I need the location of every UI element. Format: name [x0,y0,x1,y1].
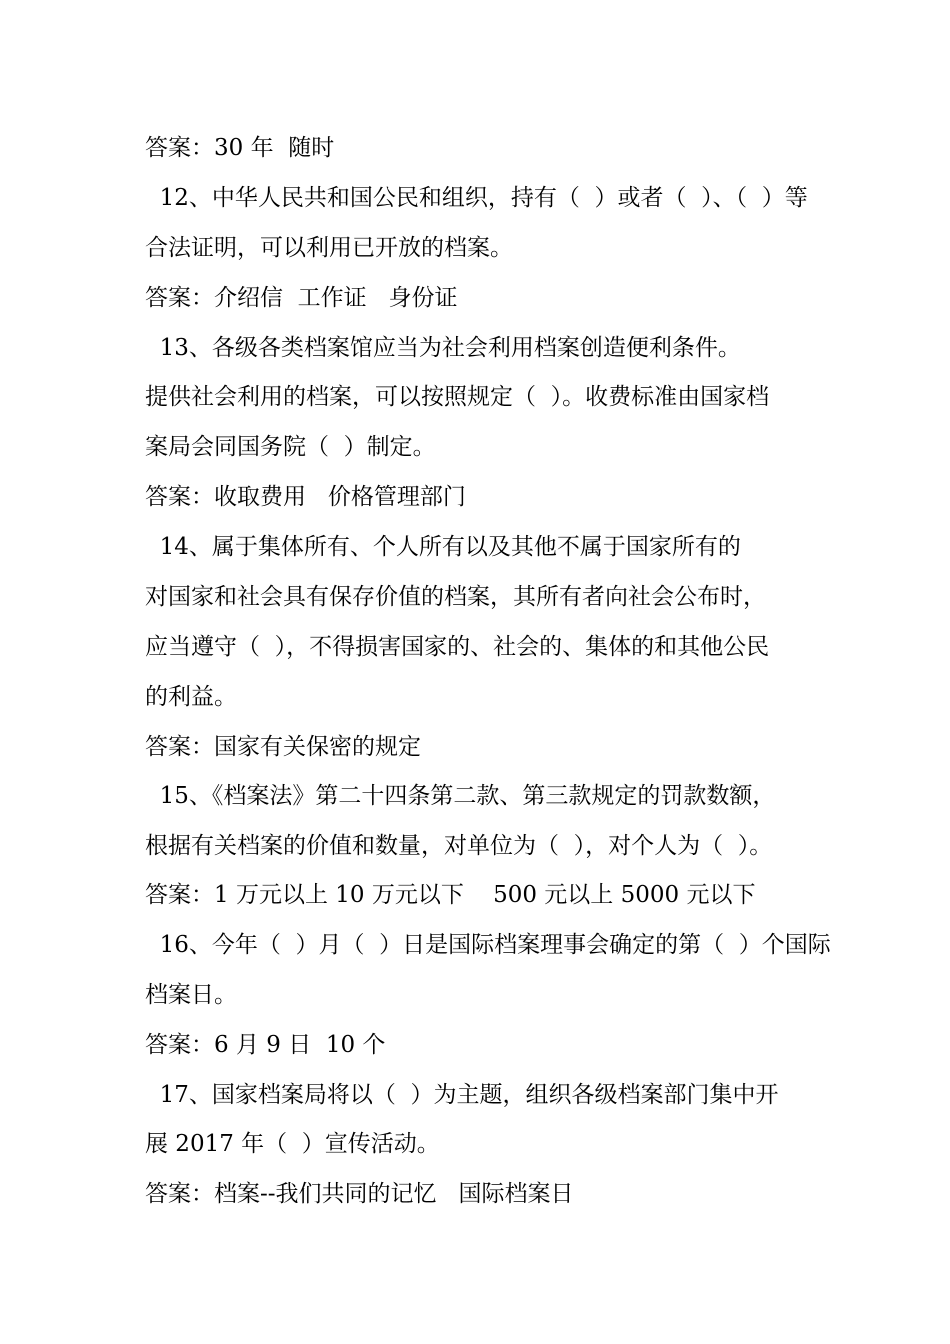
question-15-line-2: 根据有关档案的价值和数量，对单位为（ ），对个人为（ ）。 [145,833,773,859]
question-13-line-1: 13、各级各类档案馆应当为社会利用档案创造便利条件。 [145,335,741,361]
question-12-line-2: 合法证明，可以利用已开放的档案。 [145,235,513,261]
question-13-line-3: 案局会同国务院（ ）制定。 [145,434,436,460]
answer-17: 答案：档案--我们共同的记忆 国际档案日 [145,1181,574,1207]
answer-13: 答案：收取费用 价格管理部门 [145,484,466,510]
question-17-line-2: 展 2017 年（ ）宣传活动。 [145,1131,440,1157]
question-16-line-2: 档案日。 [145,982,237,1008]
question-14-line-1: 14、属于集体所有、个人所有以及其他不属于国家所有的 [145,534,741,560]
question-13-line-2: 提供社会利用的档案，可以按照规定（ ）。收费标准由国家档 [145,384,770,410]
answer-11: 答案：30 年 随时 [145,135,335,161]
question-16-line-1: 16、今年（ ）月（ ）日是国际档案理事会确定的第（ ）个国际 [145,932,831,958]
question-15-line-1: 15、《档案法》第二十四条第二款、第三款规定的罚款数额， [145,783,776,809]
answer-16: 答案：6 月 9 日 10 个 [145,1032,386,1058]
question-17-line-1: 17、国家档案局将以（ ）为主题，组织各级档案部门集中开 [145,1082,779,1108]
question-14-line-2: 对国家和社会具有保存价值的档案，其所有者向社会公布时， [145,584,766,610]
question-12-line-1: 12、中华人民共和国公民和组织，持有（ ）或者（ ）、（ ）等 [145,185,808,211]
answer-14: 答案：国家有关保密的规定 [145,734,421,760]
question-14-line-3: 应当遵守（ ），不得损害国家的、社会的、集体的和其他公民 [145,634,770,660]
question-14-line-4: 的利益。 [145,684,237,710]
answer-12: 答案：介绍信 工作证 身份证 [145,285,458,311]
answer-15: 答案：1 万元以上 10 万元以下 500 元以上 5000 元以下 [145,882,756,908]
